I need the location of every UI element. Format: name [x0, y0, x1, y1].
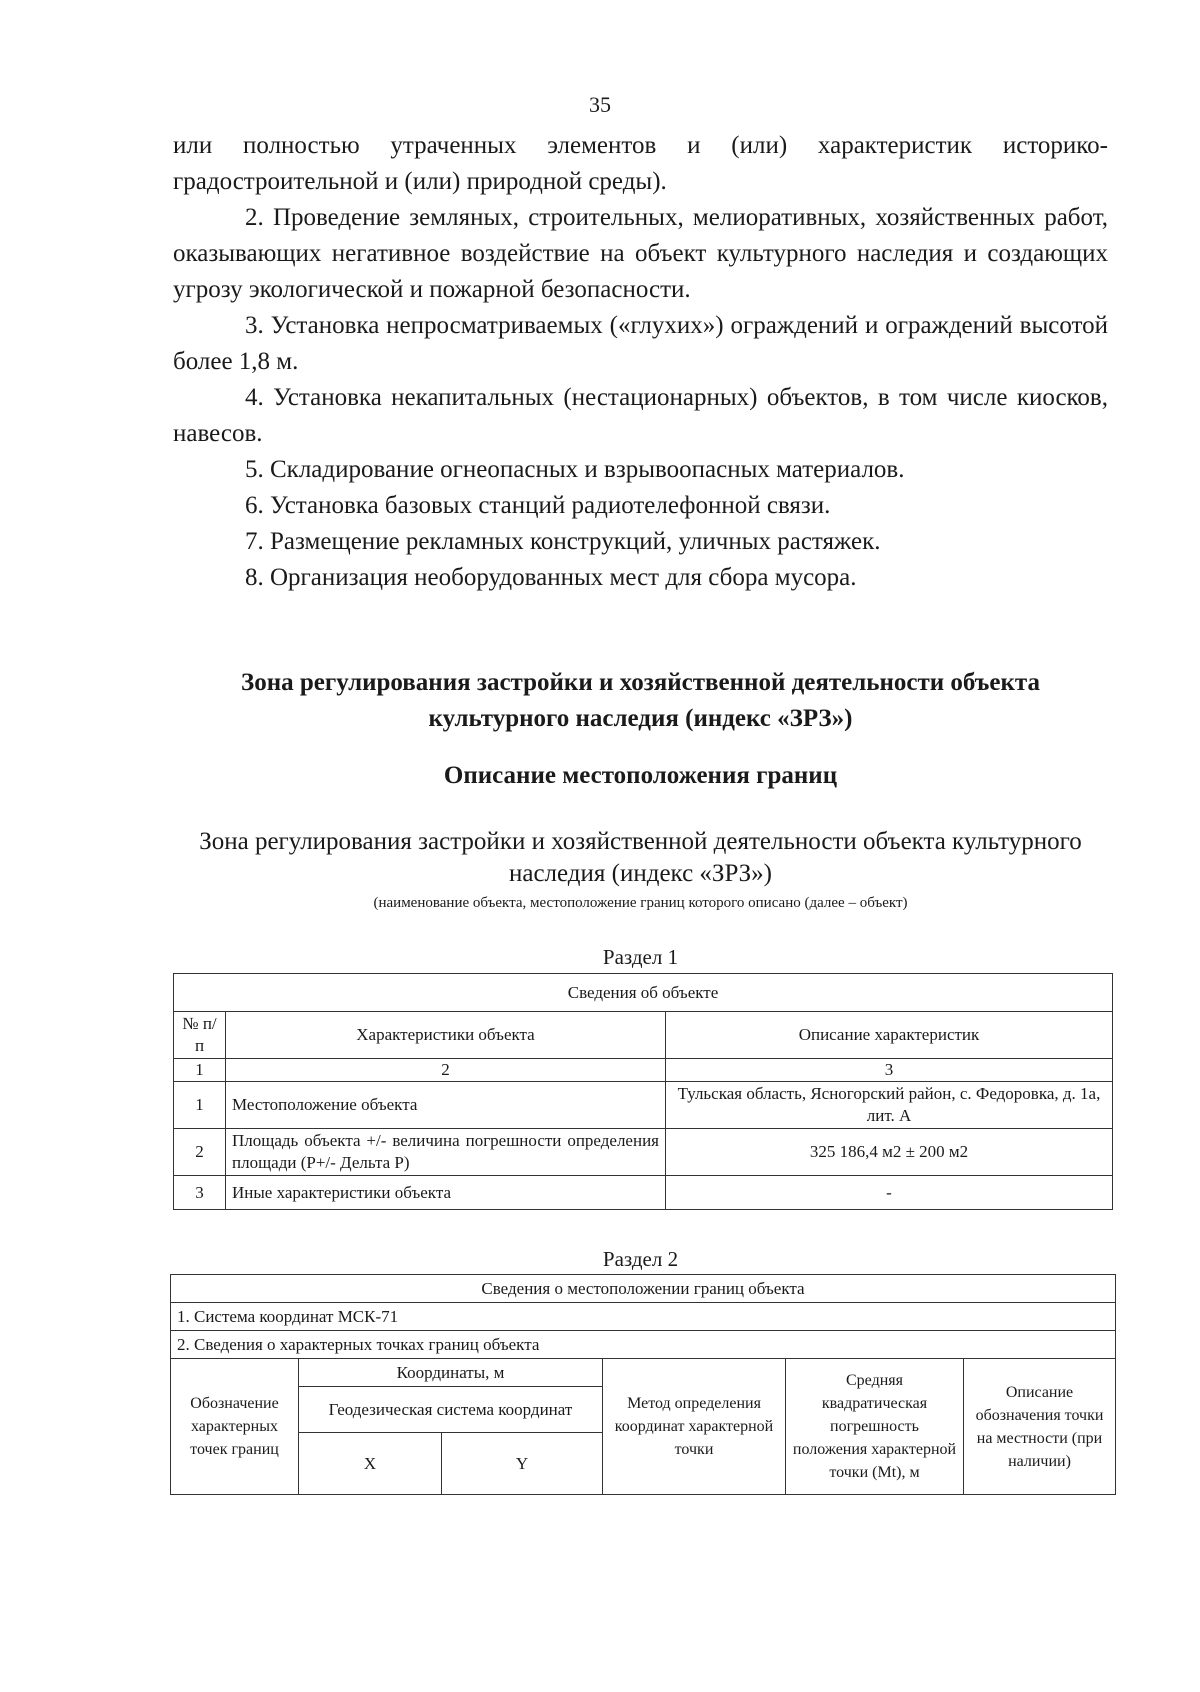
- object-name-caption: (наименование объекта, местоположение границ которого описано (далее – объект): [373, 895, 908, 911]
- y-header: Y: [442, 1433, 603, 1495]
- boundary-points-table: [170, 1274, 1116, 1495]
- paragraph: 2. Проведение земляных, строительных, мелиоративных, хозяйственных работ, оказывающих негативное воздействие на объект культурного наследия и создающих угрозу экологической и пожарной безопасности.: [173, 204, 1108, 303]
- column-number: 1: [174, 1059, 226, 1082]
- characteristic-name: Местоположение объекта: [226, 1082, 666, 1129]
- boundary-description-heading: Описание местоположения границ: [443, 762, 838, 789]
- table-row: [174, 1082, 1113, 1129]
- column-header: Описание характеристик: [666, 1012, 1113, 1059]
- paragraph: 6. Установка базовых станций радиотелефонной связи.: [245, 492, 831, 519]
- object-info-table: [173, 973, 1113, 1210]
- geodetic-system-header: Геодезическая система координат: [299, 1387, 603, 1433]
- point-designation-header: Обозначение характерных точек границ: [171, 1359, 299, 1495]
- table-row: [174, 1176, 1113, 1210]
- point-description-header: Описание обозначения точки на местности (при наличии): [964, 1359, 1116, 1495]
- paragraph: 8. Организация необорудованных мест для сбора мусора.: [245, 564, 857, 591]
- paragraph: 4. Установка некапитальных (нестационарных) объектов, в том числе киосков, навесов.: [173, 384, 1108, 447]
- page-number: 35: [589, 92, 611, 117]
- paragraph: 5. Складирование огнеопасных и взрывоопасных материалов.: [245, 456, 905, 483]
- column-header: № п/п: [174, 1012, 226, 1059]
- column-number: 3: [666, 1059, 1113, 1082]
- characteristic-name: Иные характеристики объекта: [226, 1176, 666, 1210]
- coordinate-system-row: 1. Система координат МСК-71: [171, 1303, 1116, 1331]
- error-header: Средняя квадратическая погрешность положения характерной точки (Mt), м: [786, 1359, 964, 1495]
- object-name: Зона регулирования застройки и хозяйственной деятельности объекта культурного наследия (индекс «ЗРЗ»): [199, 828, 1082, 887]
- table-title: Сведения о местоположении границ объекта: [171, 1275, 1116, 1303]
- characteristic-value: 325 186,4 м2 ± 200 м2: [666, 1129, 1113, 1176]
- section-1-title: Раздел 1: [602, 945, 679, 969]
- boundary-points-row: 2. Сведения о характерных точках границ объекта: [171, 1331, 1116, 1359]
- body-text: [173, 128, 1108, 596]
- zone-heading: Зона регулирования застройки и хозяйственной деятельности объекта культурного наследия (индекс «ЗРЗ»): [241, 669, 1040, 732]
- characteristic-value: Тульская область, Ясногорский район, с. Федоровка, д. 1а, лит. А: [666, 1082, 1113, 1129]
- method-header: Метод определения координат характерной точки: [603, 1359, 786, 1495]
- table-title: Сведения об объекте: [174, 974, 1113, 1012]
- section-2-title: Раздел 2: [602, 1247, 679, 1271]
- column-header: Характеристики объекта: [226, 1012, 666, 1059]
- row-number: 2: [174, 1129, 226, 1176]
- characteristic-value: -: [666, 1176, 1113, 1210]
- row-number: 3: [174, 1176, 226, 1210]
- row-number: 1: [174, 1082, 226, 1129]
- characteristic-name: Площадь объекта +/- величина погрешности определения площади (P+/- Дельта P): [226, 1129, 666, 1176]
- coordinates-header: Координаты, м: [299, 1359, 603, 1387]
- table-row: [174, 1129, 1113, 1176]
- column-number: 2: [226, 1059, 666, 1082]
- x-header: X: [299, 1433, 442, 1495]
- paragraph: 3. Установка непросматриваемых («глухих») ограждений и ограждений высотой более 1,8 м.: [173, 312, 1108, 375]
- paragraph: 7. Размещение рекламных конструкций, уличных растяжек.: [245, 528, 881, 555]
- paragraph: или полностью утраченных элементов и (или) характеристик историко-градостроительной и (или) природной среды).: [173, 132, 1108, 195]
